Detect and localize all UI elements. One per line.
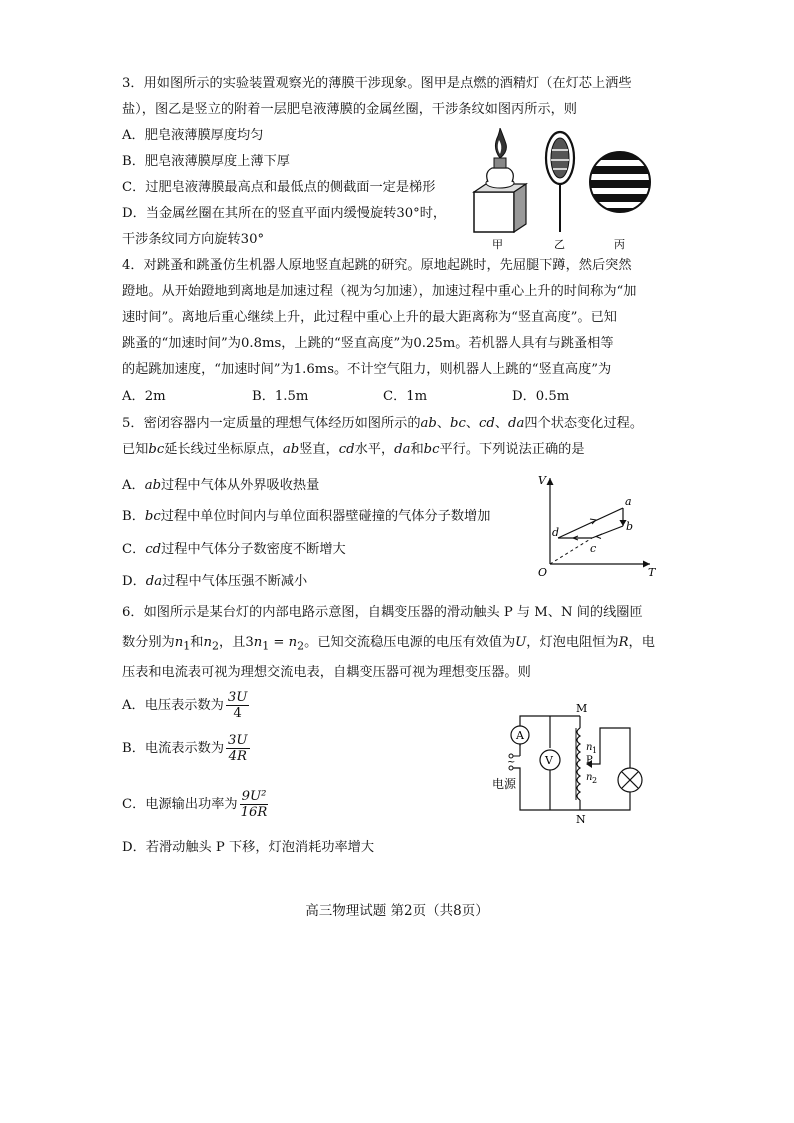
q5-line2: 已知bc延长线过坐标原点，ab竖直，cd水平，da和bc平行。下列说法正确的是 [122,442,585,457]
point-a-label: a [625,495,632,508]
vt-graph [530,470,660,580]
q6-option-b: B．电流表示数为 $\frac{3U}{4R}$ [122,733,248,764]
q4-option-c: C．1m [383,389,428,404]
fraction-a: $\frac{3U}{4}$ [227,690,248,721]
q3-option-c: C．过肥皂液薄膜最高点和最低点的侧截面一定是梯形 [122,180,436,195]
line-da [558,508,623,538]
fraction-b: $\frac{3U}{4R}$ [228,733,248,764]
circuit-diagram [490,698,680,830]
bc-extension [550,538,592,564]
terminal-n-label: N [576,813,586,826]
q5-line1: 5．密闭容器内一定质量的理想气体经历如图所示的ab、bc、cd、da四个状态变化过程。 [122,416,644,431]
v-axis-label: V [538,474,546,487]
svg-text:P: P [586,755,593,766]
page-footer: 高三物理试题 第2页（共8页） [305,903,489,919]
q4-line3: 速时间”。离地后重心继续上升，此过程中重心上升的最大距离称为“竖直高度”。已知 [122,310,617,325]
alcohol-lamp-figure [474,128,526,232]
origin-label: O [538,566,548,579]
svg-text:1: 1 [592,746,598,755]
q3-option-d-line2: 干涉条纹同方向旋转30° [122,232,265,247]
label-bing: 丙 [614,238,625,250]
q3-line1: 3．用如图所示的实验装置观察光的薄膜干涉现象。图甲是点燃的酒精灯（在灯芯上洒些 [122,76,632,91]
point-c-label: c [590,542,597,555]
q6-option-a: A．电压表示数为 $\frac{3U}{4}$ [122,690,248,721]
svg-text:V: V [545,754,553,767]
fraction-c: $\frac{\text{9U²}}{16R}$ [240,789,268,820]
q5-option-c: C．cd过程中气体分子数密度不断增大 [122,542,346,557]
q4-option-b: B．1.5m [252,389,309,404]
q3-option-a: A．肥皂液薄膜厚度均匀 [122,128,264,143]
q4-line5: 的起跳加速度，“加速时间”为1.6ms。不计空气阻力，则机器人上跳的“竖直高度”为 [122,362,612,377]
wire-loop-figure [546,132,574,232]
point-d-label: d [552,526,560,539]
q5-option-a: A．ab过程中气体从外界吸收热量 [122,478,320,493]
q4-line2: 蹬地。从开始蹬地到离地是加速过程（视为匀加速），加速过程中重心上升的时间称为“加 [122,284,637,299]
source-tilde: ~ [507,757,516,768]
svg-text:A: A [516,729,524,742]
q6-option-d: D．若滑动触头 P 下移，灯泡消耗功率增大 [122,840,375,855]
svg-text:2: 2 [592,776,598,785]
q6-line3: 压表和电流表可视为理想交流电表，自耦变压器可视为理想变压器。则 [122,665,531,680]
q3-figure [470,128,670,250]
terminal-m-label: M [576,702,588,715]
fringe-pattern-figure [588,150,652,216]
svg-text:n: n [586,772,593,783]
autotransformer-coil [577,728,580,800]
q4-line1: 4．对跳蚤和跳蚤仿生机器人原地竖直起跳的研究。原地起跳时，先屈腿下蹲，然后突然 [122,258,632,273]
q6-line1: 6．如图所示是某台灯的内部电路示意图，自耦变压器的滑动触头 P 与 M、N 间的线圈匝 [122,605,643,620]
q5-option-d: D．da过程中气体压强不断减小 [122,574,308,589]
q4-line4: 跳蚤的“加速时间”为0.8ms，上跳的“竖直高度”为0.25m。若机器人具有与跳蚤相等 [122,336,614,351]
q3-option-d-line1: D．当金属丝圈在其所在的竖直平面内缓慢旋转30°时， [122,206,447,221]
q3-line2: 盐），图乙是竖立的附着一层肥皂液薄膜的金属丝圈，干涉条纹如图丙所示，则 [122,102,577,117]
q5-option-b: B．bc过程中单位时间内与单位面积器壁碰撞的气体分子数增加 [122,509,491,524]
q6-line2: 数分别为$n_1$和$n_2$，且$3n_1 = n_2$。已知交流稳压电源的电压有效值为U，灯泡电阻恒为R，电 [122,635,655,653]
point-b-label: b [626,520,634,533]
q4-option-a: A．2m [122,389,166,404]
label-jia: 甲 [492,238,503,250]
power-source-label: 电源 [492,777,517,791]
label-yi: 乙 [554,238,565,250]
q4-option-d: D．0.5m [512,389,570,404]
q6-option-c: C．电源输出功率为 $\frac{\text{9U²}}{16R}$ [122,789,268,820]
t-axis-label: T [648,566,656,579]
svg-text:n: n [586,742,593,753]
q3-option-b: B．肥皂液薄膜厚度上薄下厚 [122,154,290,169]
